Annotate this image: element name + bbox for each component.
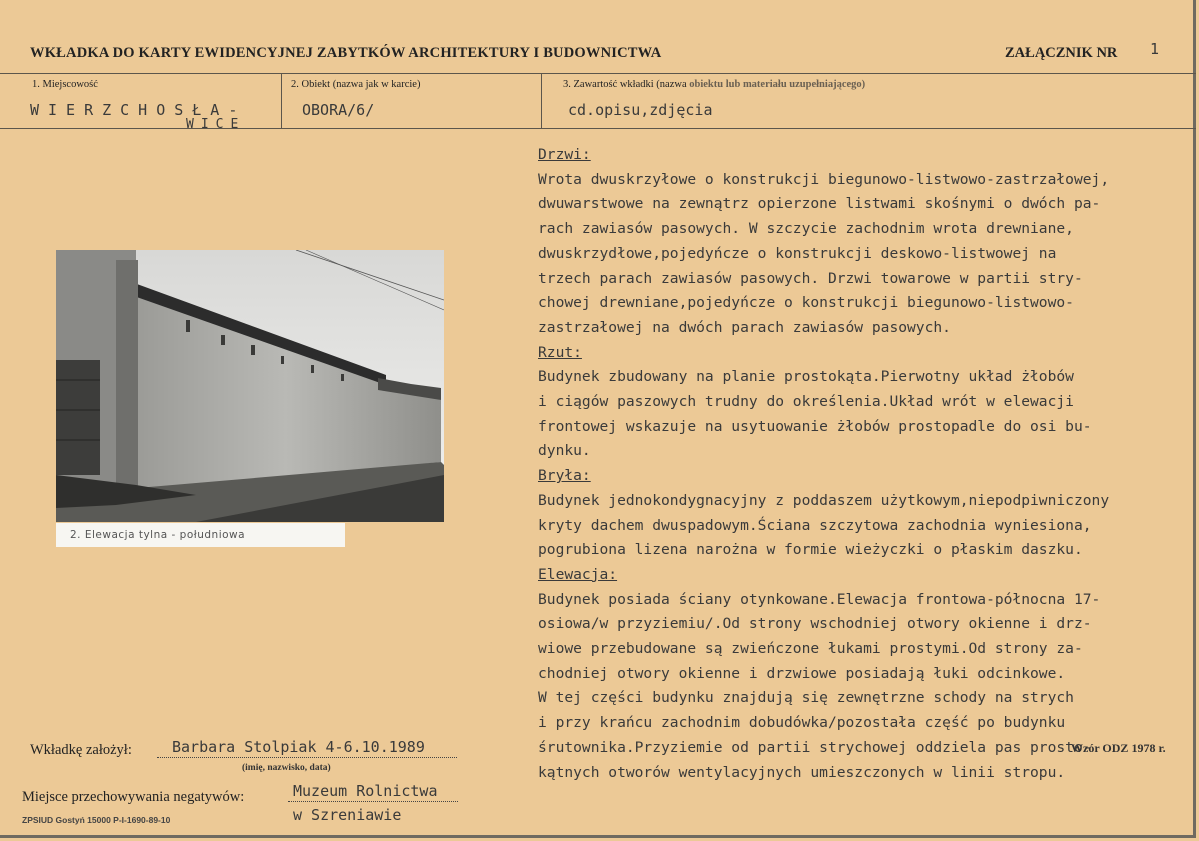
field-divider-1 <box>281 73 282 129</box>
description-line: dwuskrzydłowe,pojedyńcze o konstrukcji deskowo-listwowej na <box>538 244 1057 262</box>
location-label: 1. Miejscowość <box>32 79 98 90</box>
object-value: OBORA/6/ <box>302 101 375 119</box>
author-line <box>157 757 457 758</box>
negatives-line <box>288 801 458 802</box>
description-line: i ciągów paszowych trudny do określenia.Układ wrót w elewacji <box>538 393 1074 411</box>
content-label-main: 3. Zawartość wkładki (nazwa <box>563 79 690 90</box>
template-note: Wzór ODZ 1978 r. <box>1071 741 1166 755</box>
barn-photo-image <box>56 250 444 522</box>
attachment-number: 1 <box>1150 40 1160 58</box>
description-line: dwuwarstwowe na zewnątrz opierzone listwami skośnymi o dwóch pa- <box>538 195 1101 213</box>
description-line: kątnych otworów wentylacyjnych umieszczonych w linii stropu. <box>538 763 1066 781</box>
content-value: cd.opisu,zdjęcia <box>568 101 713 119</box>
author-label: Wkładkę założył: <box>30 742 132 758</box>
description-line: wiowe przebudowane są zwieńczone łukami prostymi.Od strony za- <box>538 640 1083 658</box>
author-value: Barbara Stolpiak 4-6.10.1989 <box>172 738 425 756</box>
description-line: W tej części budynku znajdują się zewnętrzne schody na strych <box>538 689 1074 707</box>
description-line: frontowej wskazuje na usytuowanie żłobów prostopadle do osi bu- <box>538 417 1092 435</box>
description-line: dynku. <box>538 442 591 460</box>
header-divider-top <box>0 73 1196 74</box>
negatives-value-continued: w Szreniawie <box>293 806 402 824</box>
description-text <box>538 143 1198 785</box>
building-photo <box>56 250 444 522</box>
object-label: 2. Obiekt (nazwa jak w karcie) <box>291 79 421 90</box>
section-heading: Bryła: <box>538 467 591 485</box>
description-line: rach zawiasów pasowych. W szczycie zachodnim wrota drewniane, <box>538 220 1074 238</box>
description-line: zastrzałowej na dwóch parach zawiasów pasowych. <box>538 318 951 336</box>
location-value-continued: WICE <box>186 117 246 132</box>
negatives-label: Miejsce przechowywania negatywów: <box>22 789 245 805</box>
attachment-label: ZAŁĄCZNIK NR <box>1005 45 1118 61</box>
photo-caption: 2. Elewacja tylna - południowa <box>56 523 345 547</box>
print-note: ZPSIUD Gostyń 15000 P-I-1690-89-10 <box>22 815 171 825</box>
author-note: (imię, nazwisko, data) <box>242 763 331 773</box>
description-line: Budynek posiada ściany otynkowane.Elewacja frontowa-północna 17- <box>538 590 1101 608</box>
header-divider-bottom <box>0 128 1196 129</box>
section-heading: Elewacja: <box>538 565 618 583</box>
content-label <box>563 79 865 90</box>
description-line: kryty dachem dwuspadowym.Ściana szczytowa zachodnia wyniesiona, <box>538 516 1092 534</box>
description-line: pogrubiona lizena narożna w formie wieżyczki o płaskim daszku. <box>538 541 1083 559</box>
location-value: WIERZCHOSŁA- <box>30 101 247 119</box>
form-title: WKŁADKA DO KARTY EWIDENCYJNEJ ZABYTKÓW ARCHITEKTURY I BUDOWNICTWA <box>30 45 662 61</box>
field-divider-2 <box>541 73 542 129</box>
description-line: chodniej otwory okienne i drzwiowe posiadają łuki odcinkowe. <box>538 664 1066 682</box>
section-heading: Rzut: <box>538 343 582 361</box>
description-line: osiowa/w przyziemiu/.Od strony wschodniej otwory okienne i drz- <box>538 615 1092 633</box>
section-heading: Drzwi: <box>538 146 591 163</box>
description-line: śrutownika.Przyziemie od partii strychowej oddziela pas prosto- <box>538 738 1092 756</box>
description-line: chowej drewniane,pojedyńcze o konstrukcji biegunowo-listwowo- <box>538 294 1074 312</box>
content-label-faded: obiektu lub materiału uzupełniającego) <box>689 79 866 90</box>
description-line: Wrota dwuskrzyłowe o konstrukcji biegunowo-listwowo-zastrzałowej, <box>538 170 1110 188</box>
negatives-value: Muzeum Rolnictwa <box>293 782 438 800</box>
description-line: trzech parach zawiasów pasowych. Drzwi towarowe w partii stry- <box>538 269 1083 287</box>
description-line: i przy krańcu zachodnim dobudówka/pozostała część po budynku <box>538 714 1066 732</box>
description-line: Budynek zbudowany na planie prostokąta.Pierwotny układ żłobów <box>538 368 1074 386</box>
description-line: Budynek jednokondygnacyjny z poddaszem użytkowym,niepodpiwniczony <box>538 491 1110 509</box>
